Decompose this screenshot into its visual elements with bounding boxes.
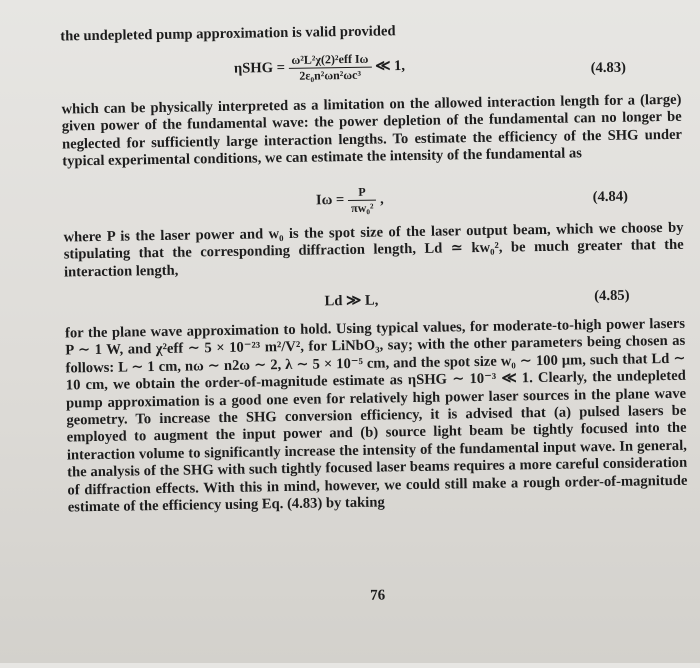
page-number: 76 xyxy=(370,587,386,604)
eq2-fraction xyxy=(348,185,377,216)
paragraph-3: where P is the laser power and w₀ is the spot size of the laser output beam, which we choose by stipulating that the corresponding diffraction length, Ld ≃ kw₀², be much greater that the interaction length, xyxy=(63,219,684,281)
paragraph-2: which can be physically interpreted as a limitation on the allowed interaction length for a (large) given power of the fundamental wave: the power depletion of the fundamental can no longer be neglected for sufficiently large interaction lengths. To estimate the efficiency of the SHG under typical experimental conditions, we can estimate the intensity of the fundamental as xyxy=(61,91,683,170)
equation-4-84 xyxy=(316,184,384,216)
paragraph-4: for the plane wave approximation to hold. Using typical values, for moderate-to-high power lasers P ∼ 1 W, and χ²eff ∼ 5 × 10⁻²³ m²/V², for LiNbO₃, say; with the other parameters being chosen as follows: L ∼ 1 cm, nω ∼ n2ω ∼ 2, λ ∼ 5 × 10⁻⁵ cm, and the spot size w₀ ∼ 100 μm, such that Ld ∼ 10 cm, we obtain the order-of-magnitude estimate as ηSHG ∼ 10⁻³ ≪ 1. Clearly, the undepleted pump approximation is a good one even for relatively high power laser sources in the plane wave geometry. To increase the SHG conversion efficiency, it is advised that (a) pulsed lasers be employed to augment the input power and (b) source light beam be tightly focused into the interaction volume to significantly increase the intensity of the fundamental input wave. In general, the analysis of the SHG with such tightly focused laser beams requires a more careful consideration of diffraction effects. With this in mind, however, we could still make a rough order-of-magnitude estimate of the efficiency using Eq. (4.83) by taking xyxy=(64,315,688,516)
eq2-lhs: Iω = xyxy=(315,191,345,209)
eq1-numerator: ω²L²χ(2)²eff Iω xyxy=(288,52,371,69)
eq1-number: (4.83) xyxy=(590,59,627,77)
equation-4-83 xyxy=(234,51,406,85)
eq1-rhs: ≪ 1, xyxy=(375,57,406,75)
eq3-number: (4.85) xyxy=(594,287,630,305)
eq1-lhs: ηSHG = xyxy=(233,59,286,77)
eq1-fraction xyxy=(288,52,371,84)
equation-4-85: Ld ≫ L, xyxy=(324,292,379,310)
eq2-denominator: πw₀² xyxy=(350,200,374,215)
intro-text: the undepleted pump approximation is valid provided xyxy=(60,23,396,45)
eq2-numerator: P xyxy=(348,185,377,201)
eq2-number: (4.84) xyxy=(592,188,629,206)
eq2-rhs: , xyxy=(379,191,384,208)
eq1-denominator: 2ε₀n²ωn²ωc³ xyxy=(299,67,362,83)
